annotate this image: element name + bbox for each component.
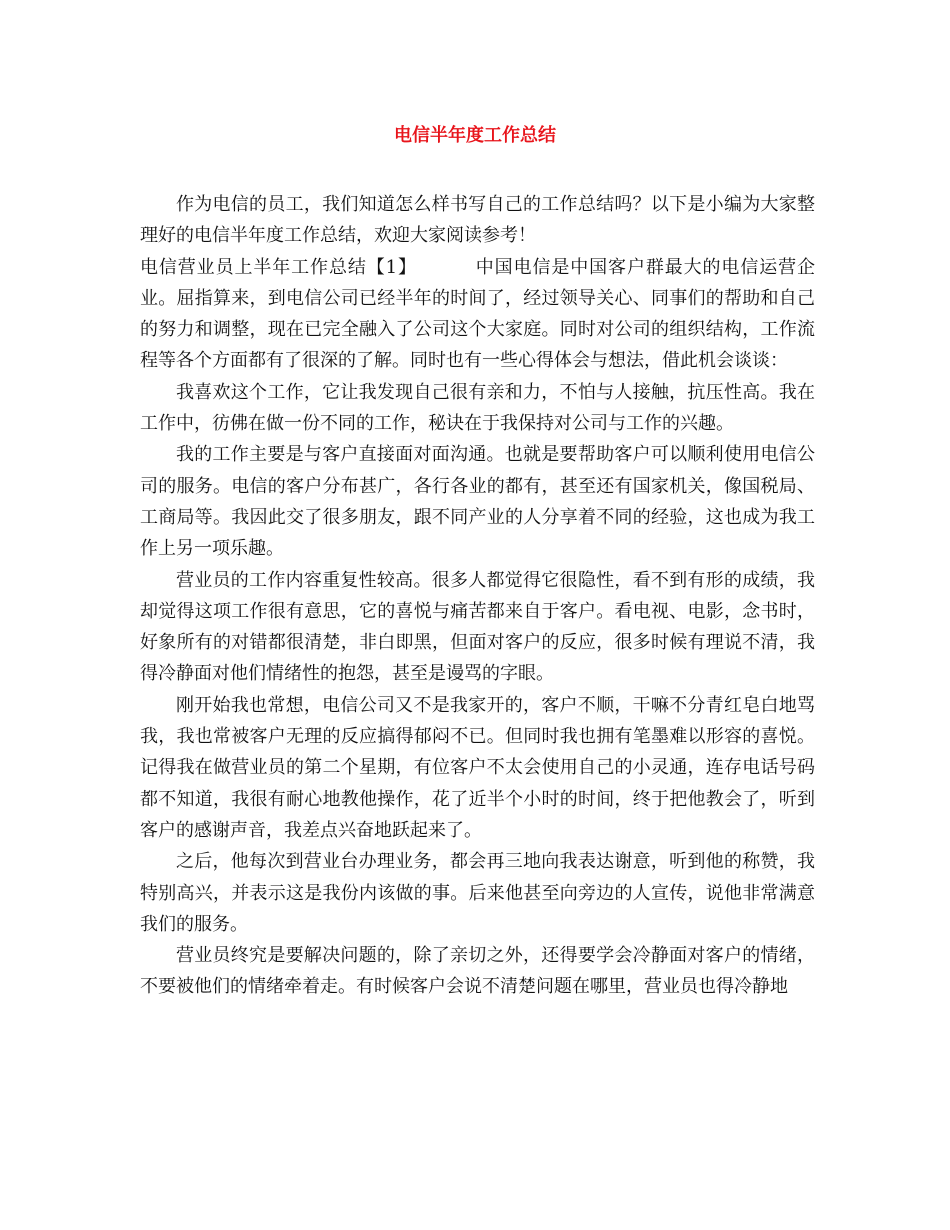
section-paragraph	[140, 252, 815, 377]
section-heading: 电信营业员上半年工作总结【1】	[140, 256, 417, 278]
body-paragraph: 我的工作主要是与客户直接面对面沟通。也就是要帮助客户可以顺利使用电信公司的服务。电信的客户分布甚广，各行各业的都有，甚至还有国家机关，像国税局、工商局等。我因此交了很多朋友，跟不同产业的人分享着不同的经验，这也成为我工作上另一项乐趣。	[140, 444, 815, 560]
body-paragraph: 刚开始我也常想，电信公司又不是我家开的，客户不顺，干嘛不分青红皂白地骂我，我也常被客户无理的反应搞得郁闷不已。但同时我也拥有笔墨难以形容的喜悦。记得我在做营业员的第二个星期，有位客户不太会使用自己的小灵通，连存电话号码都不知道，我很有耐心地教他操作，花了近半个小时的时间，终于把他教会了，听到客户的感谢声音，我差点兴奋地跃起来了。	[140, 694, 815, 841]
document-title: 电信半年度工作总结	[394, 125, 556, 146]
body-paragraph: 营业员的工作内容重复性较高。很多人都觉得它很隐性，看不到有形的成绩，我却觉得这项工作很有意思，它的喜悦与痛苦都来自于客户。看电视、电影，念书时，好象所有的对错都很清楚，非白即黑，但面对客户的反应，很多时候有理说不清，我得冷静面对他们情绪性的抱怨，甚至是谩骂的字眼。	[140, 569, 815, 685]
body-paragraph: 营业员终究是要解决问题的，除了亲切之外，还得要学会冷静面对客户的情绪，不要被他们的情绪牵着走。有时候客户会说不清楚问题在哪里，营业员也得冷静地	[140, 945, 815, 998]
body-paragraph: 之后，他每次到营业台办理业务，都会再三地向我表达谢意，听到他的称赞，我特别高兴，并表示这是我份内该做的事。后来他甚至向旁边的人宣传，说他非常满意我们的服务。	[140, 851, 815, 935]
section-first-paragraph: 中国电信是中国客户群最大的电信运营企业。屈指算来，到电信公司已经半年的时间了，经过领导关心、同事们的帮助和自己的努力和调整，现在已完全融入了公司这个大家庭。同时对公司的组织结构，工作流程等各个方面都有了很深的了解。同时也有一些心得体会与想法，借此机会谈谈：	[140, 256, 816, 372]
body-paragraph: 我喜欢这个工作，它让我发现自己很有亲和力，不怕与人接触，抗压性高。我在工作中，彷佛在做一份不同的工作，秘诀在于我保持对公司与工作的兴趣。	[140, 381, 815, 435]
intro-paragraph: 作为电信的员工，我们知道怎么样书写自己的工作总结吗？以下是小编为大家整理好的电信半年度工作总结，欢迎大家阅读参考！	[140, 194, 815, 247]
document-body	[140, 189, 815, 1003]
